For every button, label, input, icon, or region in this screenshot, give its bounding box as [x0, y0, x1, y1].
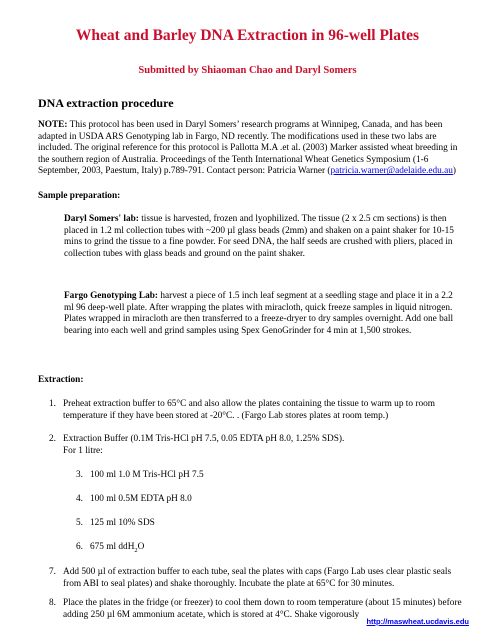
sample-prep-heading: Sample preparation: — [38, 191, 121, 201]
list-item — [76, 470, 376, 482]
step-number: 8. — [49, 598, 56, 608]
note-text: This protocol has been used in Daryl Somers’ research programs at Winnipeg, Canada, and has been adapted in USDA ARS Genotyping lab in Fargo, ND recently. The modifications used in these two labs are included. The original reference for this protocol is Pallotta M.A .et al. (2003) Marker assisted wheat breeding in the southern region of Australia. Proceedings of the Tenth International Wheat Genetics Symposium (1-6 September, 2003, Paestum, Italy) p.789-791. Contact person: Patricia Warner ( — [38, 120, 458, 177]
step-number: 5. — [76, 518, 83, 528]
step-number: 1. — [49, 399, 56, 409]
note-close: ) — [452, 166, 457, 177]
step-text: 100 ml 0.5M EDTA pH 8.0 — [90, 494, 192, 504]
somers-lab-paragraph — [64, 214, 464, 260]
step-text: 125 ml 10% SDS — [90, 518, 155, 528]
section-heading: DNA extraction procedure — [38, 96, 174, 110]
fargo-lab-paragraph — [64, 291, 464, 337]
step-text-after: O — [137, 542, 145, 552]
fargo-lab-label: Fargo Genotyping Lab: — [64, 291, 159, 301]
step-text: Add 500 µl of extraction buffer to each tube, seal the plates with caps (Fargo Lab uses clear plastic seals from ABI to seal plates) and shake thoroughly. Incubate the plate at 65°C for 30 minutes. — [63, 567, 452, 589]
list-item — [76, 542, 376, 556]
note-label: NOTE: — [38, 120, 68, 130]
extraction-heading: Extraction: — [38, 375, 84, 385]
step-number: 6. — [76, 542, 83, 552]
list-item — [49, 434, 464, 457]
step-text — [76, 542, 376, 556]
subscript: 2 — [134, 546, 138, 554]
note-paragraph — [38, 120, 463, 178]
step-text: Preheat extraction buffer to 65°C and also allow the plates containing the tissue to warm up to room temperature if they have been stored at -20°C. . (Fargo Lab stores plates at room temp.) — [63, 399, 435, 421]
contact-email-link[interactable]: patricia.warner@adelaide.edu.au — [330, 166, 453, 177]
step-text: 100 ml 1.0 M Tris-HCl pH 7.5 — [90, 470, 204, 480]
list-item — [76, 518, 376, 530]
fargo-lab-text: harvest a piece of 1.5 inch leaf segment at a seedling stage and place it in a 2.2 ml 96 deep-well plate. After wrapping the plates with miracloth, quick freeze samples in liquid nitrogen. Plates wrapped in miracloth are then transferred to a freeze-dryer to dry samples overnight. Add one ball bearing into each well and grind samples using Spex GenoGrinder for 4 min at 1,500 strokes. — [64, 291, 454, 336]
document-title: Wheat and Barley DNA Extraction in 96-well Plates — [75, 27, 420, 44]
list-item — [76, 494, 376, 506]
step-number: 3. — [76, 470, 83, 480]
list-item — [49, 399, 464, 422]
document-subtitle: Submitted by Shiaoman Chao and Daryl Somers — [138, 65, 357, 76]
step-text-secondary: For 1 litre: — [63, 445, 103, 456]
footer-link[interactable]: http://maswheat.ucdavis.edu — [366, 617, 469, 626]
step-text: Extraction Buffer (0.1M Tris-HCl pH 7.5, 0.05 EDTA pH 8.0, 1.25% SDS). — [63, 434, 345, 444]
step-number: 7. — [49, 567, 56, 577]
somers-lab-label: Daryl Somers' lab: — [64, 214, 139, 224]
step-text-main: 675 ml ddH — [90, 542, 135, 552]
step-number: 4. — [76, 494, 83, 504]
list-item — [49, 567, 464, 590]
somers-lab-text: tissue is harvested, frozen and lyophilized. The tissue (2 x 2.5 cm sections) is then placed in 1.2 ml collection tubes with ~200 µl glass beads (2mm) and shaken on a paint shaker for 10-15 mins to grind the tissue to a fine powder. For seed DNA, the half seeds are crushed with pliers, placed in collection tubes with glass beads and ground on the paint shaker. — [64, 214, 454, 259]
step-text: Place the plates in the fridge (or freezer) to cool them down to room temperature (about 15 minutes) before adding 250 µl 6M ammonium acetate, which is stored at 4°C. Shake vigorously — [63, 598, 462, 620]
step-number: 2. — [49, 434, 56, 444]
